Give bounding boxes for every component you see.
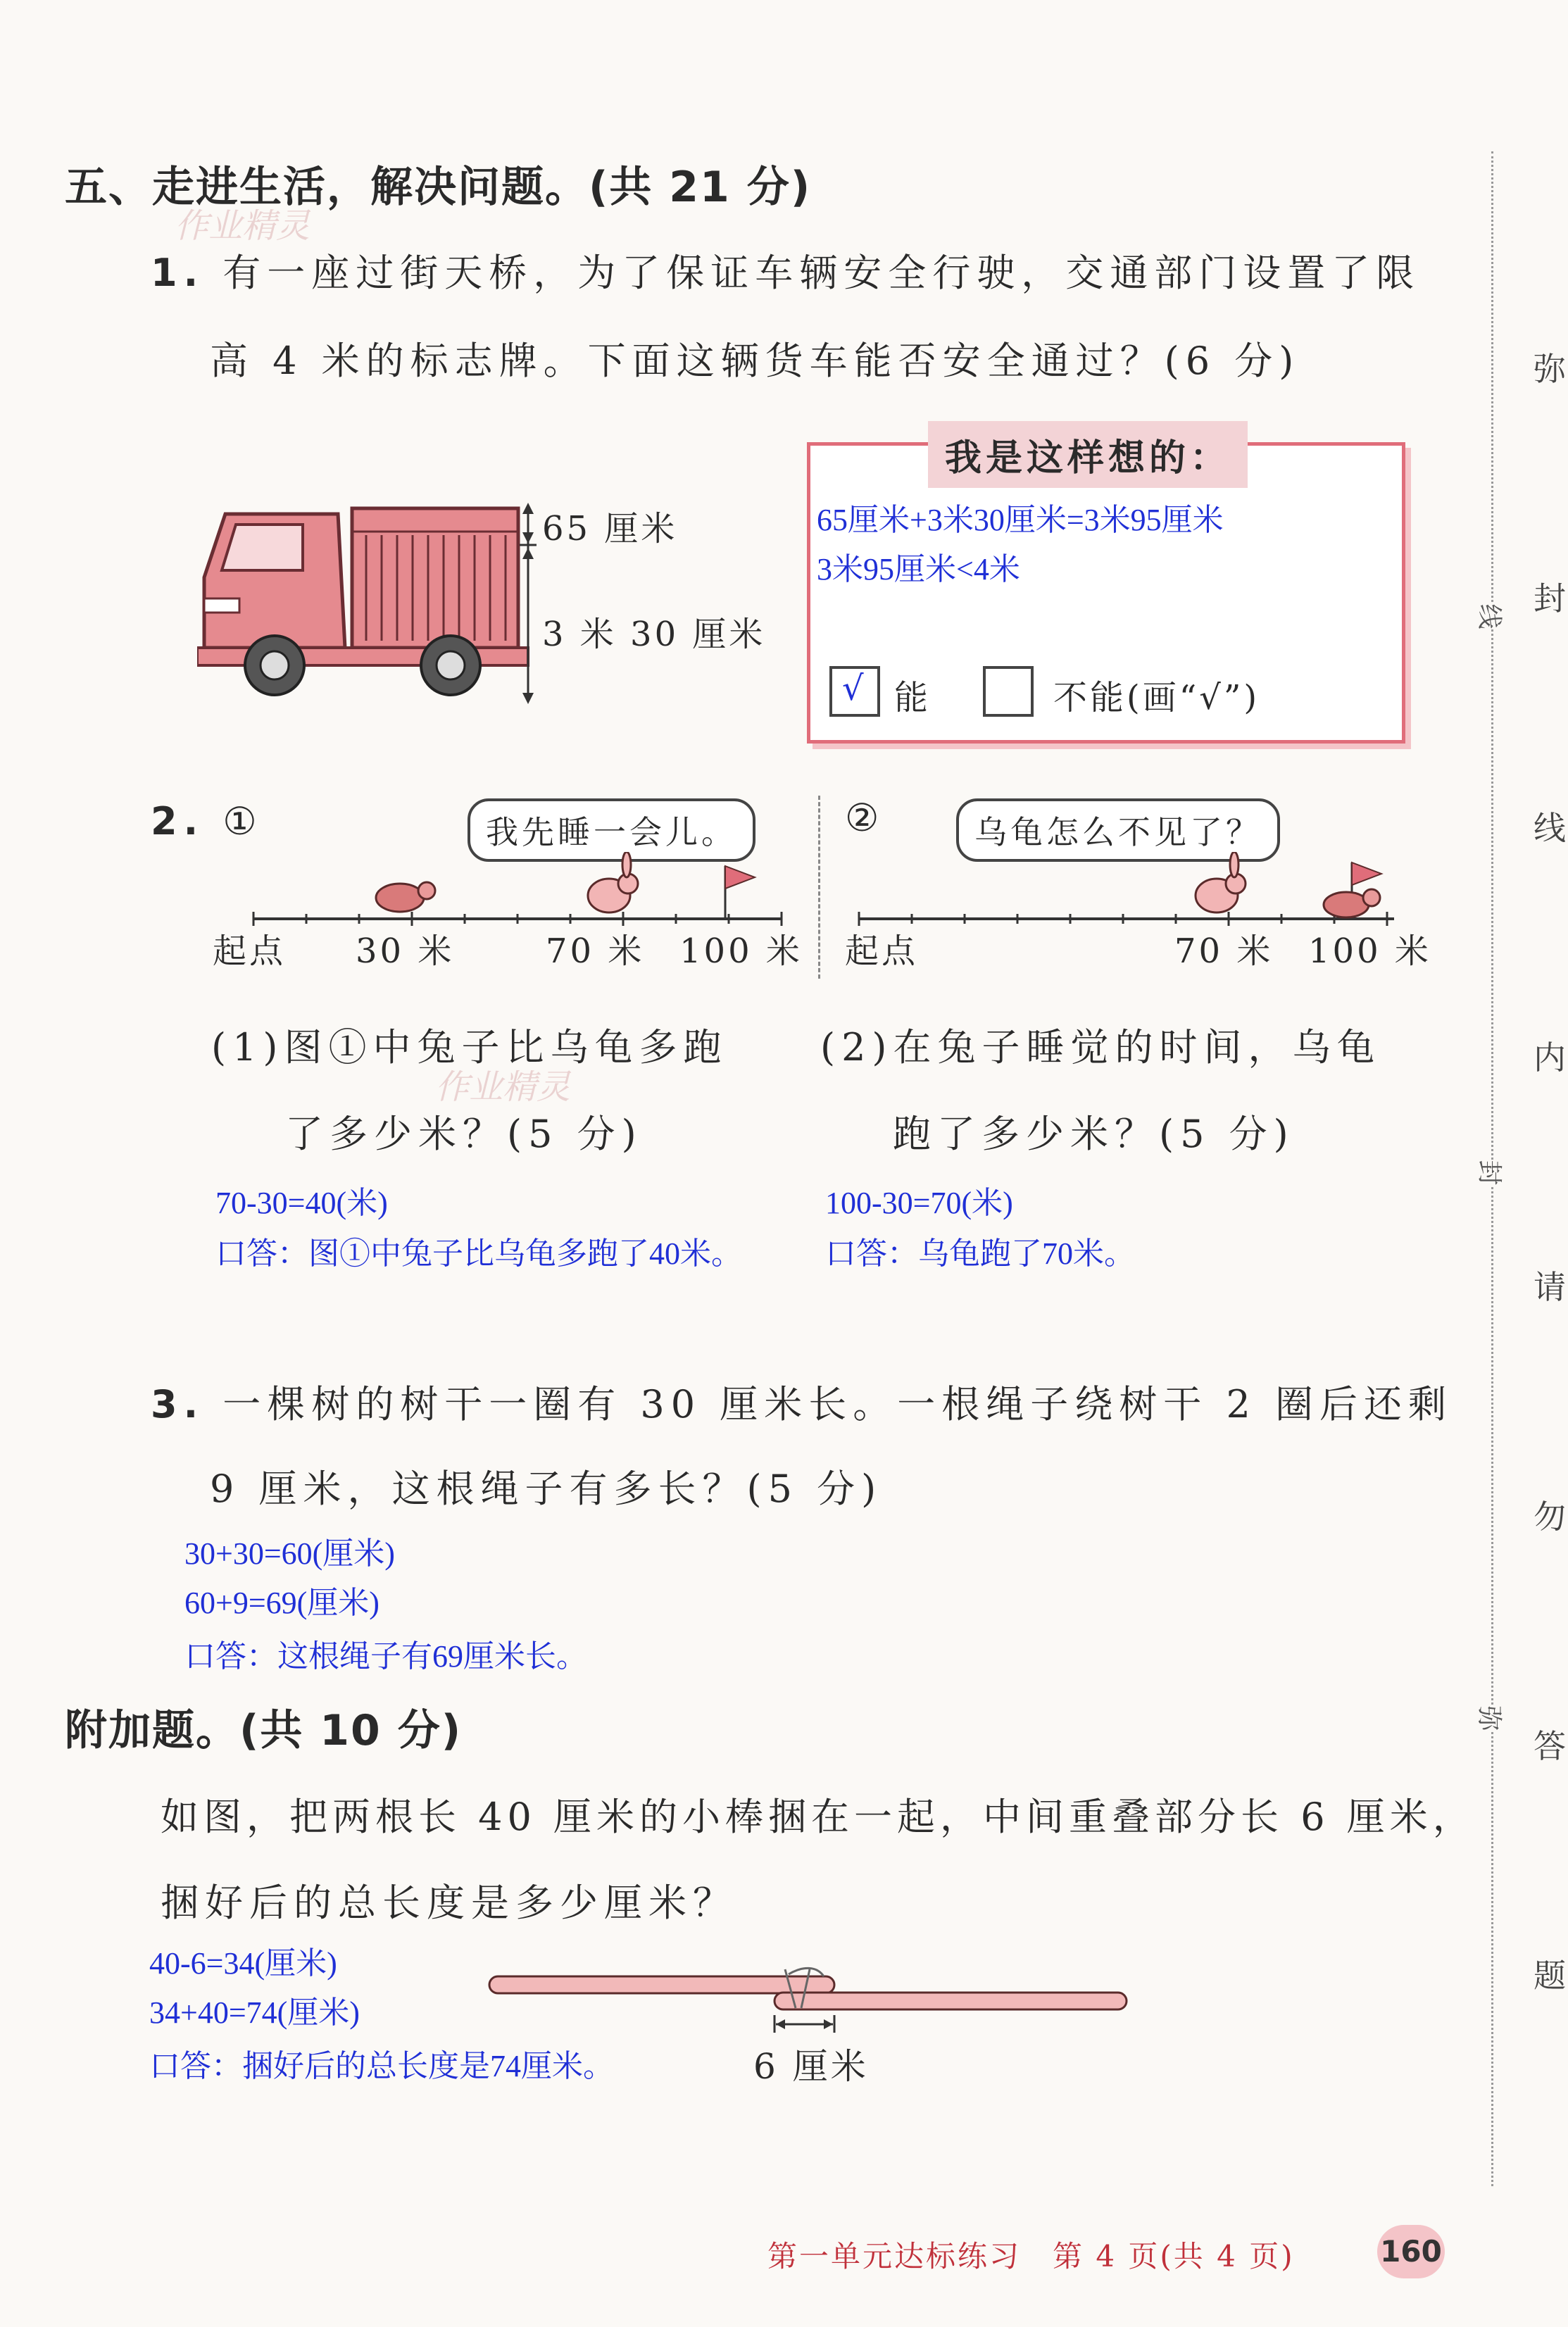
q3-text-line1 bbox=[151, 1374, 1453, 1429]
fig1-label: ① bbox=[222, 799, 263, 843]
margin-char-3: 线 bbox=[1533, 809, 1566, 847]
q3-line1: 一棵树的树干一圈有 30 厘米长。一根绳子绕树干 2 圈后还剩 bbox=[222, 1382, 1453, 1426]
bonus-ans3: 口答：捆好后的总长度是74厘米。 bbox=[149, 2049, 614, 2083]
sticks-diagram bbox=[486, 1959, 1134, 2036]
q1-text-line1 bbox=[151, 243, 1420, 297]
check-mark: √ bbox=[842, 669, 864, 708]
q2-ans1-text: 口答：图①中兔子比乌龟多跑了40米。 bbox=[215, 1236, 742, 1271]
truck-body-height-label: 3 米 30 厘米 bbox=[542, 615, 766, 654]
fig2-tick-70: 70 米 bbox=[1174, 932, 1274, 971]
q3-ans3: 口答：这根绳子有69厘米长。 bbox=[184, 1639, 587, 1674]
option-yes-label: 能 bbox=[894, 678, 932, 717]
checkbox-no[interactable] bbox=[983, 666, 1034, 717]
option-no-label: 不能(画“√”) bbox=[1053, 678, 1260, 717]
bonus-title: 附加题。(共 10 分) bbox=[65, 1706, 463, 1755]
bonus-ans2: 34+40=74(厘米) bbox=[149, 1995, 360, 2030]
q1-line1: 有一座过街天桥，为了保证车辆安全行驶，交通部门设置了限 bbox=[222, 251, 1421, 295]
dimension-lines bbox=[520, 501, 537, 705]
q3-number: 3. bbox=[151, 1382, 205, 1426]
q1-line2: 高 4 米的标志牌。下面这辆货车能否安全通过？(6 分) bbox=[210, 339, 1300, 383]
q1-answer-line1: 65厘米+3米30厘米=3米95厘米 bbox=[817, 503, 1224, 537]
q2-sub1-line2: 了多少米？(5 分) bbox=[285, 1112, 643, 1156]
thinking-box-title: 我是这样想的： bbox=[928, 421, 1248, 488]
q2-header bbox=[151, 799, 263, 843]
fig1-tick-100: 100 米 bbox=[679, 932, 803, 971]
q3-line2: 9 厘米，这根绳子有多长？(5 分) bbox=[210, 1467, 883, 1511]
margin-char-5: 请 bbox=[1533, 1268, 1566, 1306]
q2-ans2-calc: 100-30=70(米) bbox=[825, 1186, 1013, 1220]
margin-char-8: 题 bbox=[1533, 1957, 1566, 1995]
margin-char-4: 内 bbox=[1533, 1039, 1566, 1077]
margin-char-7: 答 bbox=[1533, 1727, 1566, 1765]
overlap-label: 6 厘米 bbox=[753, 2046, 869, 2087]
margin-char-1: 弥 bbox=[1533, 350, 1566, 388]
q2-ans2-text: 口答：乌龟跑了70米。 bbox=[825, 1236, 1135, 1271]
margin-char-6: 勿 bbox=[1533, 1498, 1566, 1536]
watermark: 作业精灵 bbox=[175, 206, 311, 246]
q3-ans1: 30+30=60(厘米) bbox=[184, 1536, 395, 1571]
bonus-line2: 捆好后的总长度是多少厘米？ bbox=[161, 1881, 737, 1925]
watermark-2: 作业精灵 bbox=[435, 1067, 571, 1107]
q2-ans1-calc: 70-30=40(米) bbox=[215, 1186, 388, 1220]
bonus-ans1: 40-6=34(厘米) bbox=[149, 1946, 337, 1981]
truck-illustration bbox=[197, 493, 535, 704]
margin-small-char-3: 弥 bbox=[1474, 1705, 1510, 1731]
fig2-rabbit-bubble: 乌龟怎么不见了？ bbox=[956, 798, 1280, 862]
q2-sub1-line1: (1)图①中兔子比乌龟多跑 bbox=[211, 1025, 728, 1070]
bonus-line1: 如图，把两根长 40 厘米的小棒捆在一起，中间重叠部分长 6 厘米， bbox=[161, 1795, 1476, 1839]
margin-small-char-2: 封 bbox=[1474, 1160, 1510, 1185]
margin-small-char-1: 线 bbox=[1474, 603, 1510, 629]
q3-ans2: 60+9=69(厘米) bbox=[184, 1586, 380, 1620]
q1-answer-line2: 3米95厘米<4米 bbox=[817, 552, 1020, 587]
fig1-rabbit-bubble: 我先睡一会儿。 bbox=[468, 798, 755, 862]
q2-number: 2. bbox=[151, 799, 205, 843]
page-number: 160 bbox=[1377, 2225, 1445, 2278]
fig1-tick-start: 起点 bbox=[213, 932, 287, 971]
truck-cargo-height-label: 65 厘米 bbox=[542, 509, 678, 548]
fig2-tick-start: 起点 bbox=[845, 932, 919, 971]
margin-char-2: 封 bbox=[1533, 579, 1566, 617]
figure-divider bbox=[818, 796, 820, 979]
fig2-tick-100: 100 米 bbox=[1308, 932, 1431, 971]
section-title: 五、走进生活，解决问题。(共 21 分) bbox=[65, 163, 812, 212]
fig2-label: ② bbox=[845, 796, 886, 840]
q1-number: 1. bbox=[151, 251, 205, 295]
checkbox-yes[interactable] bbox=[829, 666, 880, 717]
fig1-tick-30: 30 米 bbox=[356, 932, 455, 971]
q2-sub2-line2: 跑了多少米？(5 分) bbox=[893, 1112, 1295, 1156]
q2-sub2-line1: (2)在兔子睡觉的时间，乌龟 bbox=[820, 1025, 1381, 1070]
footer-text: 第一单元达标练习 第 4 页(共 4 页) bbox=[767, 2239, 1295, 2273]
fig1-tick-70: 70 米 bbox=[546, 932, 645, 971]
